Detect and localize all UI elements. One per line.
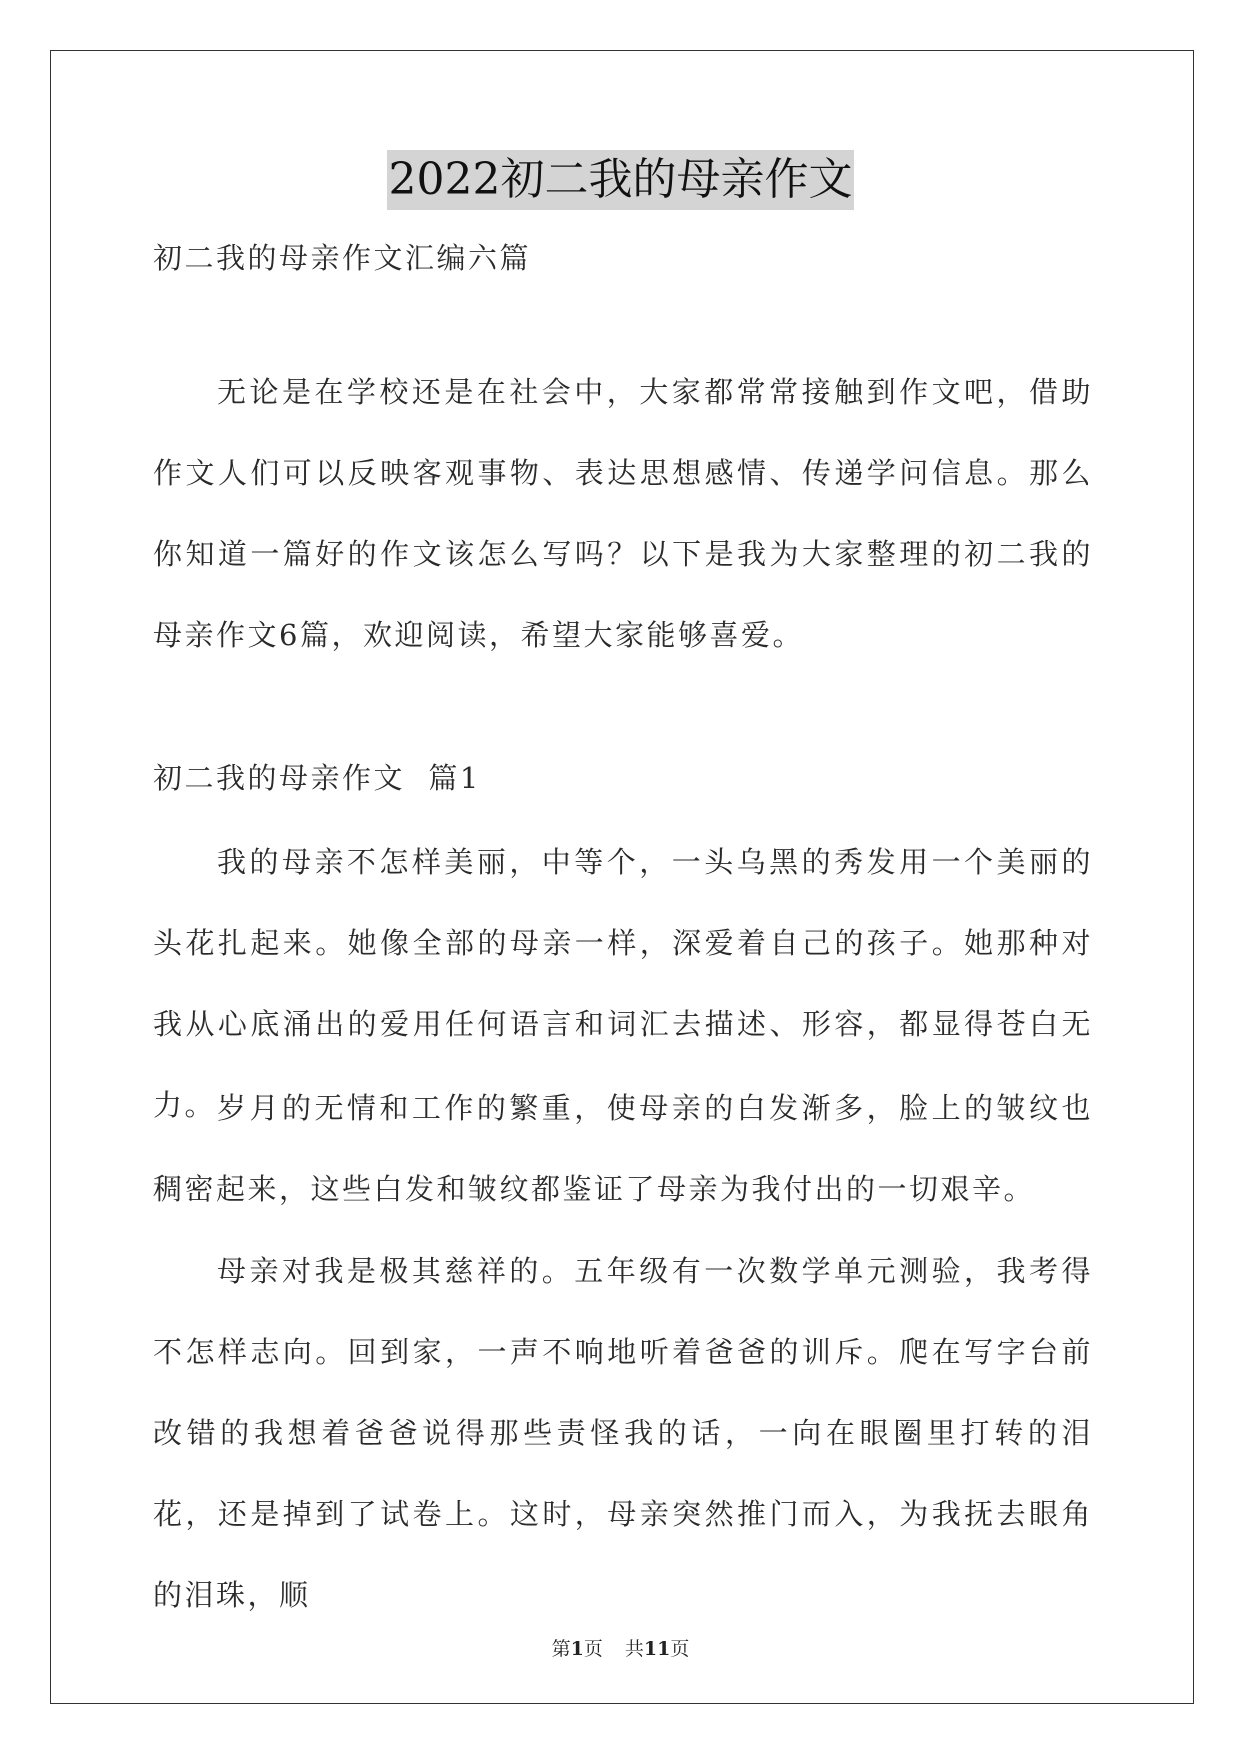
document-subtitle: 初二我的母亲作文汇编六篇 xyxy=(153,241,532,275)
total-prefix: 共 xyxy=(624,1638,644,1660)
document-title: 2022初二我的母亲作文 xyxy=(387,150,855,210)
page-suffix: 页 xyxy=(583,1638,603,1660)
page-number: 1 xyxy=(570,1638,584,1660)
total-suffix: 页 xyxy=(670,1638,690,1660)
intro-paragraph: 无论是在学校还是在社会中，大家都常常接触到作文吧，借助作文人们可以反映客观事物、表达思想感情、传递学问信息。那么你知道一篇好的作文该怎么写吗？以下是我为大家整理的初二我的母亲作文6篇，欢迎阅读，希望大家能够喜爱。 xyxy=(153,375,1093,652)
title-container xyxy=(0,150,1241,210)
body-paragraph-3: 母亲对我是极其慈祥的。五年级有一次数学单元测验，我考得不怎样志向。回到家，一声不响地听着爸爸的训斥。爬在写字台前改错的我想着爸爸说得那些责怪我的话，一向在眼圈里打转的泪花，还是掉到了试卷上。这时，母亲突然推门而入，为我抚去眼角的泪珠，顺 xyxy=(153,1254,1093,1612)
total-pages: 11 xyxy=(643,1638,671,1660)
page-footer xyxy=(0,1634,1241,1661)
body-paragraph-1: 我的母亲不怎样美丽，中等个，一头乌黑的秀发用一个美丽的头花扎起来。她像全部的母亲一样，深爱着自己的孩子。她那种对我从心底涌出的爱用任何语言和词汇去描述、形容，都显得苍白无力。 xyxy=(153,845,1093,1122)
page-prefix: 第 xyxy=(551,1638,571,1660)
section-heading: 初二我的母亲作文 篇1 xyxy=(153,761,481,795)
body-paragraph-2: 岁月的无情和工作的繁重，使母亲的白发渐多，脸上的皱纹也稠密起来，这些白发和皱纹都鉴证了母亲为我付出的一切艰辛。 xyxy=(153,1091,1093,1206)
